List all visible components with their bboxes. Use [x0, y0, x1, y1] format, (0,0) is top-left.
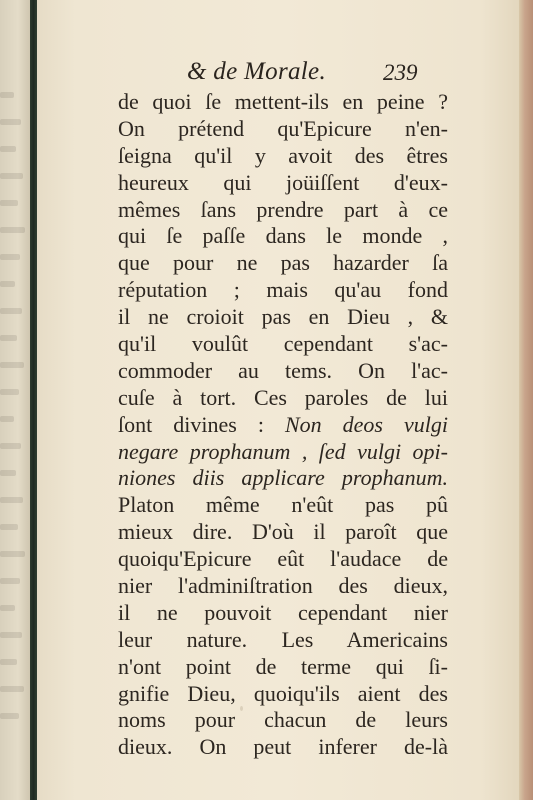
show-through-line	[0, 200, 18, 206]
show-through-line	[0, 686, 24, 692]
text-segment: On prétend qu'Epicure n'en-	[118, 115, 448, 141]
text-segment: ſeigna qu'il y avoit des êtres	[118, 142, 448, 168]
text-line	[118, 734, 448, 761]
text-segment: il ne croioit pas en Dieu , &	[118, 304, 448, 330]
text-segment: n'ont point de terme qui ſi-	[118, 653, 448, 679]
show-through-line	[0, 227, 25, 233]
italic-quote-text: Non deos vulgi	[284, 411, 449, 437]
text-line	[118, 116, 448, 143]
show-through-line	[0, 254, 20, 260]
text-line	[118, 465, 448, 492]
text-segment: réputation ; mais qu'au fond	[118, 277, 448, 303]
foxing-spot	[429, 556, 433, 560]
text-segment: Platon même n'eût pas pû	[118, 492, 448, 518]
text-segment: il ne pouvoit cependant nier	[118, 599, 448, 625]
text-segment: quoiqu'Epicure eût l'audace de	[118, 546, 448, 572]
text-segment: dieux. On peut inferer de-là	[118, 734, 448, 760]
text-line	[118, 331, 448, 358]
foxing-spot	[240, 706, 243, 711]
show-through-line	[0, 713, 19, 719]
text-line	[118, 412, 448, 439]
text-line	[118, 358, 448, 385]
text-line	[118, 707, 448, 734]
text-segment: qu'il voulût cependant s'ac-	[118, 331, 448, 357]
text-line	[118, 519, 448, 546]
text-line	[118, 681, 448, 708]
text-line	[118, 89, 448, 116]
show-through-line	[0, 470, 16, 476]
show-through-line	[0, 416, 14, 422]
text-line	[118, 143, 448, 170]
text-line	[118, 654, 448, 681]
text-segment: gnifie Dieu, quoiqu'ils aient des	[118, 680, 448, 706]
text-line	[118, 573, 448, 600]
text-segment: noms pour chacun de leurs	[118, 707, 448, 733]
book-page	[37, 0, 519, 800]
show-through-line	[0, 362, 24, 368]
text-line	[118, 304, 448, 331]
show-through-line	[0, 173, 23, 179]
show-through-line	[0, 389, 19, 395]
show-through-line	[0, 551, 25, 557]
text-line	[118, 197, 448, 224]
show-through-line	[0, 605, 15, 611]
running-title: & de Morale.	[187, 58, 326, 85]
text-segment: heureux qui joüiſſent d'eux-	[118, 169, 448, 195]
text-segment: mêmes ſans prendre part à ce	[118, 196, 448, 222]
text-segment: commoder au tems. On l'ac-	[118, 357, 448, 383]
show-through-line	[0, 146, 16, 152]
italic-quote-text: niones diis applicare prophanum.	[118, 465, 448, 491]
text-line	[118, 385, 448, 412]
show-through-line	[0, 119, 21, 125]
page-header	[37, 58, 519, 92]
show-through-line	[0, 524, 18, 530]
show-through-line	[0, 497, 23, 503]
text-segment: ſont divines :	[118, 411, 285, 437]
text-line	[118, 492, 448, 519]
binding-strip	[30, 0, 37, 800]
text-line	[118, 170, 448, 197]
text-segment: nier l'adminiſtration des dieux,	[118, 573, 448, 599]
text-line	[118, 223, 448, 250]
body-text	[118, 89, 448, 761]
text-segment: cuſe à tort. Ces paroles de lui	[118, 384, 448, 410]
text-line	[118, 439, 448, 466]
show-through-line	[0, 281, 15, 287]
previous-page-edge	[0, 0, 30, 800]
text-segment: qui ſe paſſe dans le monde ,	[118, 223, 448, 249]
page-number: 239	[383, 60, 418, 85]
text-line	[118, 546, 448, 573]
text-segment: que pour ne pas hazarder ſa	[118, 250, 448, 276]
text-segment: de quoi ſe mettent-ils en peine ?	[118, 89, 448, 114]
show-through-line	[0, 335, 17, 341]
text-line	[118, 627, 448, 654]
text-segment: leur nature. Les Americains	[118, 626, 448, 652]
show-through-line	[0, 92, 14, 98]
show-through-line	[0, 443, 21, 449]
show-through-line	[0, 578, 20, 584]
text-line	[118, 277, 448, 304]
text-line	[118, 600, 448, 627]
page-stack-edge	[519, 0, 533, 800]
text-segment: mieux dire. D'où il paroît que	[118, 519, 448, 545]
italic-quote-text: negare prophanum , ſed vulgi opi-	[118, 438, 448, 464]
show-through-line	[0, 659, 17, 665]
show-through-line	[0, 632, 22, 638]
text-line	[118, 250, 448, 277]
show-through-line	[0, 308, 22, 314]
